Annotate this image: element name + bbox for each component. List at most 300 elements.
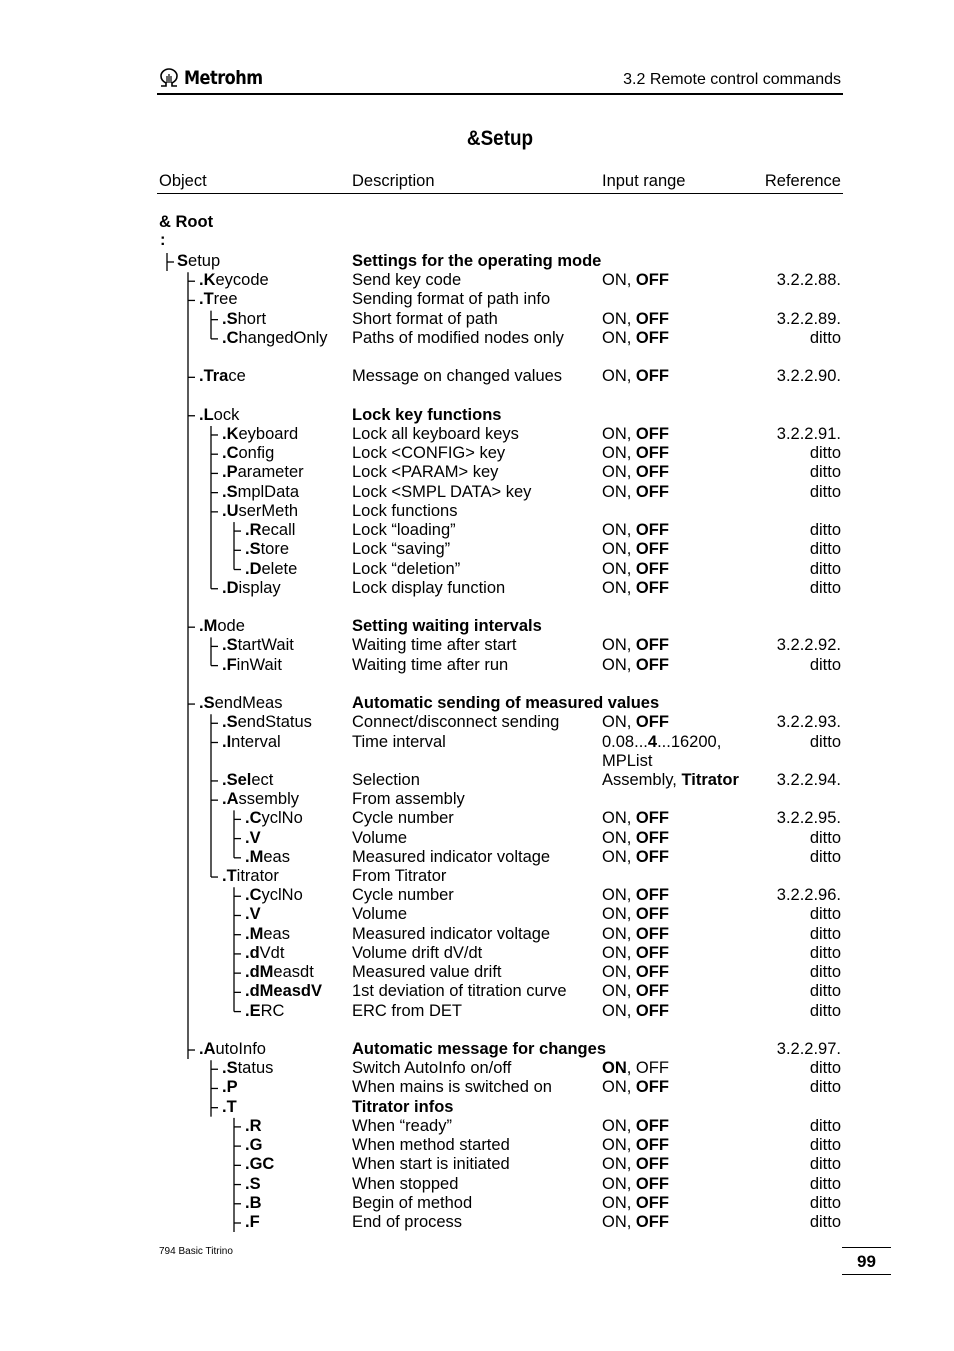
command-description: Setting waiting intervals [352, 617, 542, 636]
input-range [602, 925, 669, 944]
object-segment: .S [199, 694, 215, 713]
command-object [222, 1078, 238, 1097]
command-description: Lock <SMPL DATA> key [352, 482, 532, 501]
object-segment: .A [199, 1040, 216, 1059]
object-segment: arameter [237, 463, 304, 482]
input-range [602, 905, 669, 924]
command-object [222, 656, 282, 675]
command-description: Send key code [352, 271, 462, 290]
input-segment: OFF [635, 444, 669, 463]
input-range [602, 848, 669, 867]
input-range [602, 521, 669, 540]
object-segment: .K [199, 271, 216, 290]
command-description: When start is initiated [352, 1155, 510, 1174]
input-segment: ON, [602, 1116, 636, 1135]
page-number: 99 [857, 1252, 876, 1271]
command-object [245, 540, 289, 559]
command-object [245, 963, 314, 982]
object-segment: endStatus [237, 713, 312, 732]
input-segment: ON, [602, 886, 636, 905]
input-segment: ON, [602, 540, 636, 559]
input-range [602, 733, 721, 752]
table-row [0, 829, 954, 848]
command-description: Measured value drift [352, 963, 502, 982]
command-object [222, 483, 299, 502]
input-range [602, 656, 669, 675]
reference: ditto [809, 1078, 841, 1097]
object-segment: .L [199, 405, 214, 424]
table-row [0, 310, 954, 329]
object-segment: elete [261, 559, 298, 578]
object-segment: ecall [261, 521, 296, 540]
command-description: ERC from DET [352, 1001, 463, 1020]
reference: ditto [809, 1059, 841, 1078]
input-segment: OFF [635, 886, 669, 905]
command-description: Begin of method [352, 1193, 473, 1212]
input-segment: ON, [602, 1078, 636, 1097]
command-description: Sending format of path info [352, 290, 551, 309]
table-row [0, 1194, 954, 1213]
reference: ditto [809, 905, 841, 924]
object-segment: .R [245, 1116, 262, 1135]
table-row [0, 367, 954, 386]
object-segment: tatus [237, 1059, 274, 1078]
command-object [245, 886, 303, 905]
reference: 3.2.2.94. [776, 770, 841, 789]
command-object [222, 502, 298, 521]
command-object [222, 636, 294, 655]
command-description: Lock “deletion” [352, 559, 461, 578]
table-row [0, 1155, 954, 1174]
table-row [0, 560, 954, 579]
object-segment: .U [222, 501, 239, 520]
page-title: &Setup [466, 127, 534, 150]
object-segment: .F [245, 1213, 260, 1231]
input-range [602, 463, 669, 482]
table-row [0, 463, 954, 482]
command-description: Message on changed values [352, 367, 563, 386]
input-range [602, 944, 669, 963]
table-row [0, 1117, 954, 1136]
col-input-range: Input range [602, 172, 686, 190]
input-range [602, 636, 669, 655]
command-object [245, 925, 290, 944]
input-segment: ON, [602, 1136, 636, 1155]
input-range [602, 444, 669, 463]
object-segment: .V [245, 905, 261, 924]
input-segment: ON, [602, 367, 636, 386]
footer-rule-top [842, 1247, 891, 1248]
input-segment: OFF [635, 328, 669, 347]
input-segment: OFF [635, 309, 669, 328]
table-row [0, 1175, 954, 1194]
command-description: Volume drift dV/dt [352, 943, 483, 962]
object-segment: utoInfo [215, 1040, 266, 1059]
input-segment: ON, [602, 905, 636, 924]
command-object [245, 829, 261, 848]
reference: 3.2.2.95. [776, 809, 841, 828]
input-segment: ON, [602, 713, 636, 732]
input-segment: ON, [602, 559, 636, 578]
object-segment: ect [251, 770, 274, 789]
input-segment: ON, [602, 424, 636, 443]
object-segment: .A [222, 790, 239, 809]
command-object [245, 1175, 261, 1194]
table-row [0, 617, 954, 636]
reference: 3.2.2.91. [776, 424, 841, 443]
input-segment: OFF [635, 809, 669, 828]
object-segment: .B [245, 1193, 262, 1212]
table-row [0, 406, 954, 425]
input-range [602, 367, 669, 386]
input-segment: ON, [602, 636, 636, 655]
object-segment: .T [222, 867, 237, 886]
command-object [245, 560, 297, 579]
command-description: Lock <CONFIG> key [352, 444, 506, 463]
command-object [199, 271, 269, 290]
object-segment: hort [237, 309, 267, 328]
command-description: Cycle number [352, 886, 454, 905]
command-description: Cycle number [352, 809, 454, 828]
object-segment: ree [213, 290, 238, 309]
object-segment: .K [222, 424, 239, 443]
reference: ditto [809, 828, 841, 847]
object-segment: .I [222, 732, 232, 751]
object-segment: easdt [273, 963, 314, 982]
command-description: When method started [352, 1136, 510, 1155]
command-description: Lock all keyboard keys [352, 424, 519, 443]
input-range [602, 329, 669, 348]
reference: ditto [809, 1116, 841, 1135]
table-row [0, 540, 954, 559]
object-segment: isplay [238, 578, 281, 597]
input-range [602, 963, 669, 982]
command-object [199, 290, 238, 309]
input-range [602, 579, 669, 598]
table-row [0, 867, 954, 886]
input-segment: OFF [635, 521, 669, 540]
table-row [0, 1002, 954, 1021]
table-row [0, 656, 954, 675]
section-title: 3.2 Remote control commands [623, 71, 841, 88]
command-object [177, 252, 220, 271]
input-segment: OFF [635, 540, 669, 559]
table-row [0, 252, 954, 271]
command-description: Automatic message for changes [352, 1040, 606, 1059]
command-object [222, 1098, 237, 1117]
object-segment: yclNo [261, 809, 303, 828]
object-segment: itrator [236, 867, 279, 886]
input-segment: OFF [635, 828, 669, 847]
input-segment: OFF [635, 636, 669, 655]
reference: ditto [809, 482, 841, 501]
object-segment: .P [222, 463, 238, 482]
input-segment: Titrator [681, 770, 739, 789]
object-segment: eas [263, 847, 290, 866]
input-segment: OFF [635, 463, 669, 482]
command-object [222, 444, 274, 463]
table-row [0, 925, 954, 944]
command-object [222, 463, 304, 482]
object-segment: .S [222, 309, 238, 328]
input-segment: OFF [635, 1136, 669, 1155]
root-dots-text: : [160, 231, 166, 249]
input-segment: ON, [602, 463, 636, 482]
table-row [0, 579, 954, 598]
command-object [222, 713, 312, 732]
command-description: From assembly [352, 790, 465, 809]
object-segment: tore [260, 540, 290, 559]
reference: ditto [809, 1193, 841, 1212]
input-range [602, 1117, 669, 1136]
input-segment: ON, [602, 1001, 636, 1020]
input-segment: OFF [635, 1116, 669, 1135]
reference: 3.2.2.93. [776, 713, 841, 732]
input-range [602, 829, 669, 848]
input-segment: ON, [602, 482, 636, 501]
input-segment: OFF [635, 655, 669, 674]
table-row [0, 290, 954, 309]
object-segment: S [177, 252, 189, 270]
reference: ditto [809, 732, 841, 751]
input-segment: OFF [635, 1078, 669, 1097]
object-segment: hangedOnly [238, 328, 328, 347]
object-segment: .S [222, 1059, 238, 1078]
reference: ditto [809, 521, 841, 540]
table-row [0, 329, 954, 348]
command-object [199, 694, 282, 713]
command-object [245, 521, 295, 540]
input-segment: ON, [602, 1193, 636, 1212]
table-row [0, 1078, 954, 1097]
input-range [602, 271, 669, 290]
input-segment: OFF [635, 482, 669, 501]
command-object [245, 1117, 262, 1136]
table-row [0, 271, 954, 290]
input-segment: Assembly, [602, 770, 682, 789]
input-segment: ON, [602, 924, 636, 943]
command-object [222, 329, 328, 348]
command-object [245, 848, 290, 867]
object-segment: yclNo [261, 886, 303, 905]
input-range [602, 483, 669, 502]
object-segment: serMeth [238, 501, 299, 520]
command-object [245, 1194, 262, 1213]
table-row [0, 982, 954, 1001]
brand-name: Metrohm [184, 67, 263, 89]
input-range [602, 540, 669, 559]
col-description: Description [352, 172, 435, 190]
object-segment: onfig [238, 444, 275, 463]
command-object [222, 310, 266, 329]
input-range [602, 1002, 669, 1021]
table-row [0, 771, 954, 790]
reference: 3.2.2.92. [776, 636, 841, 655]
command-description: From Titrator [352, 867, 447, 886]
object-segment: .V [245, 828, 261, 847]
reference: ditto [809, 463, 841, 482]
command-object [222, 867, 279, 886]
object-segment: etup [188, 252, 221, 270]
command-object [245, 809, 303, 828]
reference: 3.2.2.89. [776, 309, 841, 328]
table-row [0, 1059, 954, 1078]
input-range [602, 425, 669, 444]
object-segment: tartWait [237, 636, 294, 655]
reference: ditto [809, 924, 841, 943]
table-row [0, 886, 954, 905]
table-row [0, 1213, 954, 1232]
table-row [0, 963, 954, 982]
object-segment: .S [245, 540, 261, 559]
object-segment: RC [260, 1001, 285, 1020]
input-segment: ON, [602, 328, 636, 347]
input-segment: , OFF [626, 1059, 669, 1078]
input-range [602, 1175, 669, 1194]
command-description: Automatic sending of measured values [352, 694, 660, 713]
input-range [602, 809, 669, 828]
object-segment: .C [245, 809, 262, 828]
reference: ditto [809, 1001, 841, 1020]
command-description: When mains is switched on [352, 1078, 552, 1097]
object-segment: .Sel [222, 770, 252, 789]
object-segment: .M [199, 617, 218, 636]
object-segment: .S [222, 636, 238, 655]
object-segment: .T [222, 1097, 237, 1116]
input-segment: ON, [602, 963, 636, 982]
input-segment: OFF [635, 367, 669, 386]
table-row [0, 444, 954, 463]
object-segment: .T [199, 290, 214, 309]
input-range [602, 1213, 669, 1232]
reference: ditto [809, 943, 841, 962]
input-segment: OFF [635, 905, 669, 924]
object-segment: .D [222, 578, 239, 597]
input-segment: OFF [635, 1193, 669, 1212]
input-segment: 4 [647, 732, 658, 751]
reference: ditto [809, 540, 841, 559]
table-row [0, 483, 954, 502]
object-segment: .S [222, 482, 238, 501]
command-object [245, 1002, 284, 1021]
command-description: Time interval [352, 732, 446, 751]
reference: ditto [809, 444, 841, 463]
object-segment: ode [217, 617, 245, 636]
input-range [602, 752, 652, 771]
input-segment: ON, [602, 847, 636, 866]
command-description: Lock key functions [352, 405, 502, 424]
command-description: Lock display function [352, 578, 506, 597]
command-description: Lock “loading” [352, 521, 456, 540]
reference: 3.2.2.96. [776, 886, 841, 905]
table-row [0, 848, 954, 867]
input-segment: ON, [602, 943, 636, 962]
object-segment: .C [245, 886, 262, 905]
input-segment: OFF [635, 1155, 669, 1174]
input-segment: ...16200, [657, 732, 722, 751]
input-range [602, 1194, 669, 1213]
col-reference: Reference [764, 172, 841, 190]
input-range [602, 310, 669, 329]
input-segment: OFF [635, 924, 669, 943]
command-description: Volume [352, 828, 408, 847]
reference: 3.2.2.97. [776, 1040, 841, 1059]
table-row [0, 1040, 954, 1059]
command-object [222, 425, 298, 444]
input-range [602, 560, 669, 579]
reference: ditto [809, 1174, 841, 1193]
input-segment: OFF [635, 424, 669, 443]
command-object [222, 733, 281, 752]
object-segment: ssembly [238, 790, 300, 809]
object-segment: mplData [237, 482, 300, 501]
command-object [199, 617, 245, 636]
input-segment: OFF [635, 847, 669, 866]
object-segment: .G [245, 1136, 263, 1155]
table-row [0, 521, 954, 540]
input-segment: ON, [602, 271, 636, 290]
reference: ditto [809, 328, 841, 347]
command-description: Connect/disconnect sending [352, 713, 560, 732]
object-segment: .F [222, 655, 237, 674]
command-description: Waiting time after run [352, 655, 509, 674]
reference: 3.2.2.88. [776, 271, 841, 290]
command-object [245, 905, 261, 924]
object-segment: .S [245, 1174, 261, 1193]
input-segment: ON, [602, 1174, 636, 1193]
command-object [245, 1136, 262, 1155]
object-segment: endMeas [214, 694, 283, 713]
command-object [222, 771, 273, 790]
command-description: Settings for the operating mode [352, 252, 602, 270]
object-segment: eyboard [238, 424, 299, 443]
input-range [602, 1059, 669, 1078]
input-segment: MPList [602, 751, 653, 770]
input-range [602, 1078, 669, 1097]
object-segment: .dM [245, 963, 274, 982]
input-segment: ON, [602, 1155, 636, 1174]
object-segment: .GC [245, 1155, 275, 1174]
reference: ditto [809, 655, 841, 674]
reference: ditto [809, 559, 841, 578]
command-object [199, 367, 246, 386]
input-segment: OFF [635, 578, 669, 597]
input-segment: OFF [635, 982, 669, 1001]
command-description: Measured indicator voltage [352, 847, 551, 866]
command-description: Waiting time after start [352, 636, 517, 655]
input-segment: OFF [635, 559, 669, 578]
object-segment: .d [245, 943, 260, 962]
command-description: Lock functions [352, 501, 458, 520]
object-segment: .E [245, 1001, 261, 1020]
col-object: Object [159, 172, 207, 190]
table-row [0, 502, 954, 521]
input-segment: ON, [602, 578, 636, 597]
reference: ditto [809, 982, 841, 1001]
input-range [602, 1155, 669, 1174]
table-row [0, 713, 954, 732]
command-description: Switch AutoInfo on/off [352, 1059, 512, 1078]
input-segment: 0.08... [602, 732, 648, 751]
input-segment: OFF [635, 713, 669, 732]
object-segment: .P [222, 1078, 238, 1097]
command-object [222, 790, 299, 809]
input-segment: OFF [635, 1213, 669, 1231]
object-segment: .D [245, 559, 262, 578]
input-range [602, 713, 669, 732]
reference: ditto [809, 1155, 841, 1174]
root-label-text: & Root [159, 213, 214, 231]
